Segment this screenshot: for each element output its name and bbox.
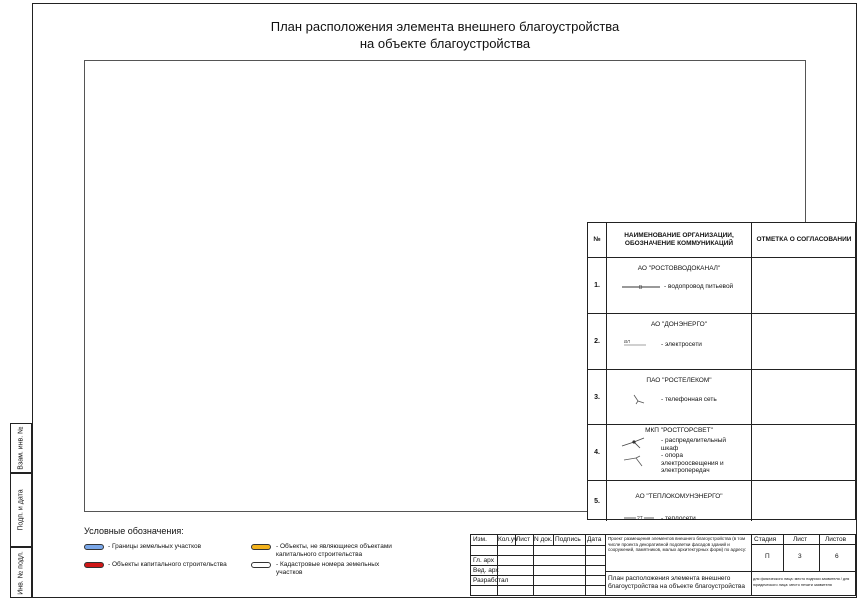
header-mark: ОТМЕТКА О СОГЛАСОВАНИИ — [756, 236, 852, 243]
title-block — [470, 534, 856, 596]
stamp-col-label: N док. — [534, 536, 553, 543]
stamp-col-label: Кол.уч — [498, 536, 518, 543]
signature-note: для физического лица: место подписи заявителя / для юридического лица: место печати заявителя — [753, 577, 850, 587]
header-num: № — [593, 236, 601, 243]
row-org: МКП "РОСТГОРСВЕТ" — [645, 427, 713, 434]
legend-label: - Объекты, не являющиеся объектами капитального строительства — [276, 543, 392, 558]
stage-value: П — [765, 553, 770, 560]
stamp-role: Гл. арх — [473, 557, 494, 564]
approvals-table — [587, 222, 856, 520]
heating-pipe-icon — [624, 514, 654, 522]
svg-text:ВЛ: ВЛ — [624, 339, 630, 344]
row-desc: - электросети — [661, 341, 702, 348]
row-desc: - водопровод питьевой — [664, 283, 734, 290]
legend-swatch-non-capital-objects — [251, 544, 271, 550]
sheets-value: 6 — [835, 553, 839, 560]
legend-swatch-land-boundaries — [84, 544, 104, 550]
row-num: 5. — [594, 497, 600, 505]
row-org: АО "РОСТОВВОДОКАНАЛ" — [637, 265, 721, 272]
legend-swatch-cadastral-numbers — [251, 562, 271, 568]
water-pipe-icon — [622, 283, 660, 291]
stamp-col-label: Лист — [516, 536, 531, 543]
side-label-replace-inventory: Взам. инв. № — [10, 423, 32, 473]
row-num: 3. — [594, 393, 600, 401]
stamp-role: Разработал — [473, 577, 509, 584]
row-org: АО "ДОНЭНЕРГО" — [650, 321, 708, 328]
legend-title: Условные обозначения: — [84, 526, 184, 536]
row-desc: - телефонная сеть — [661, 396, 717, 403]
row-desc: - распределительный шкаф - опора электроосвещения и электропередач — [661, 437, 727, 474]
plan-title: План расположения элемента внешнего благоустройства на объекте благоустройства — [608, 575, 746, 590]
sheets-label: Листов — [825, 536, 847, 543]
legend-label: - Кадастровые номера земельных участков — [276, 561, 380, 576]
svg-text:2Т: 2Т — [637, 516, 643, 522]
row-num: 1. — [594, 282, 600, 289]
stamp-col-label: Дата — [587, 536, 602, 543]
stamp-col-label: Подпись — [555, 536, 581, 543]
stage-label: Стадия — [754, 536, 777, 543]
header-name: НАИМЕНОВАНИЕ ОРГАНИЗАЦИИ, ОБОЗНАЧЕНИЕ КОММУНИКАЦИЙ — [624, 232, 734, 247]
side-label-signature-date: Подп. и дата — [10, 473, 32, 547]
row-num: 4. — [594, 449, 600, 456]
sheet-label: Лист — [793, 536, 808, 543]
legend-swatch-capital-objects — [84, 562, 104, 568]
svg-text:B: B — [639, 285, 643, 291]
power-line-icon — [624, 337, 648, 351]
stamp-role: Вед. арх — [473, 567, 499, 574]
telephone-line-icon — [632, 393, 646, 405]
project-description: Проект размещения элементов внешнего благоустройства (в том числе проекта декоративной подсветки фасадов зданий и сооружений, памятников, малых архитектурных форм) по адресу: — [608, 536, 747, 552]
stamp-col-label: Изм. — [473, 536, 487, 543]
lighting-pole-icon — [620, 436, 650, 468]
sheet-value: 3 — [798, 553, 802, 560]
row-org: ПАО "РОСТЕЛЕКОМ" — [646, 377, 712, 384]
row-num: 2. — [594, 338, 600, 345]
page-title: План расположения элемента внешнего благоустройства на объекте благоустройства — [270, 19, 620, 51]
legend-label: - Границы земельных участков — [108, 543, 202, 550]
row-desc: - теплосети — [661, 515, 696, 522]
row-org: АО "ТЕПЛОКОМУНЭНЕРГО" — [635, 493, 723, 500]
side-label-original-inventory: Инв. № подл. — [10, 547, 32, 598]
legend-label: - Объекты капитального строительства — [108, 561, 227, 568]
